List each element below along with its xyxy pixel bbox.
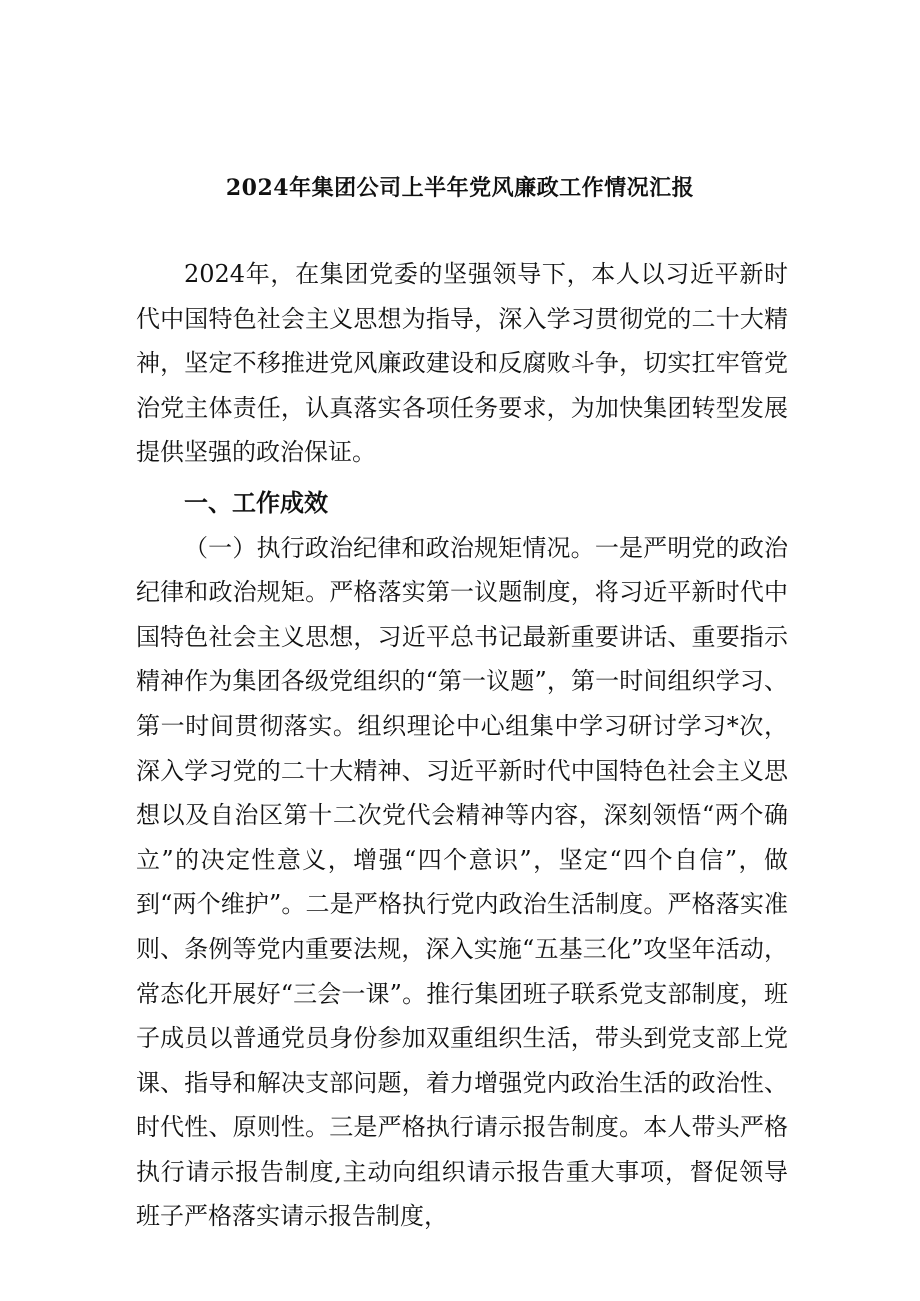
section-heading: 一、工作成效: [184, 487, 328, 517]
document-title: 2024年集团公司上半年党风廉政工作情况汇报: [225, 175, 695, 201]
intro-paragraph: 2024年，在集团党委的坚强领导下，本人以习近平新时代中国特色社会主义思想为指导，深入学习贯彻党的二十大精神，坚定不移推进党风廉政建设和反腐败斗争，切实扛牢管党治党主体责任，认真落实各项任务要求，为加快集团转型发展提供坚强的政治保证。: [136, 260, 788, 467]
document-body: [136, 252, 788, 1239]
section-paragraph: （一）执行政治纪律和政治规矩情况。一是严明党的政治纪律和政治规矩。严格落实第一议题制度，将习近平新时代中国特色社会主义思想，习近平总书记最新重要讲话、重要指示精神作为集团各级党组织的“第一议题”，第一时间组织学习、第一时间贯彻落实。组织理论中心组集中学习研讨学习*次，深入学习党的二十大精神、习近平新时代中国特色社会主义思想以及自治区第十二次党代会精神等内容，深刻领悟“两个确立”的决定性意义，增强“四个意识”，坚定“四个自信”，做到“两个维护”。二是严格执行党内政治生活制度。严格落实准则、条例等党内重要法规，深入实施“五基三化”攻坚年活动，常态化开展好“三会一课”。推行集团班子联系党支部制度，班子成员以普通党员身份参加双重组织生活，带头到党支部上党课、指导和解决支部问题，着力增强党内政治生活的政治性、时代性、原则性。三是严格执行请示报告制度。本人带头严格执行请示报告制度,主动向组织请示报告重大事项，督促领导班子严格落实请示报告制度，: [136, 533, 788, 1231]
